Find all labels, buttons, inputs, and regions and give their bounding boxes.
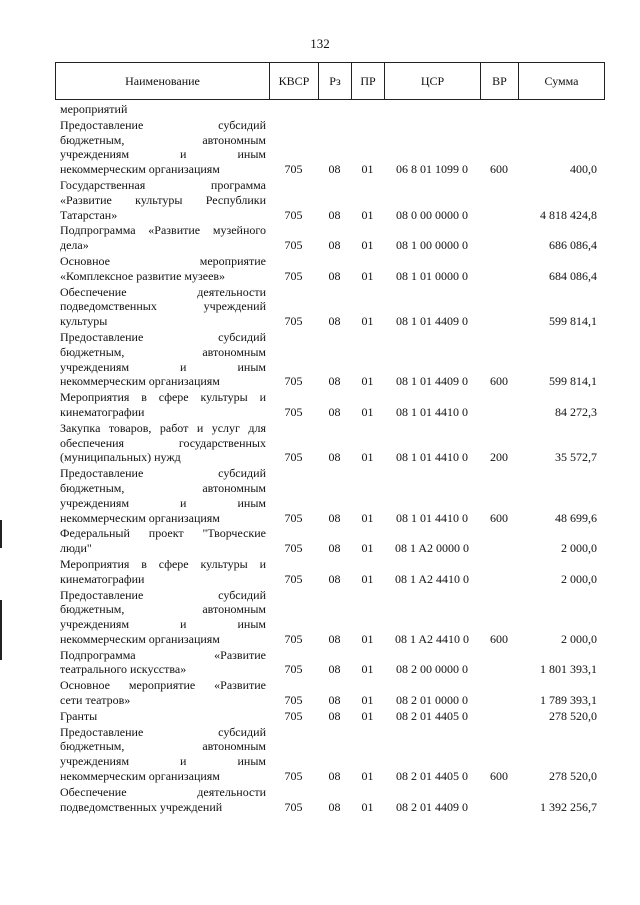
- row-name: [55, 285, 269, 329]
- row-name: [55, 223, 269, 253]
- row-name-line: Предоставление субсидий: [60, 587, 266, 602]
- table-row: [55, 466, 605, 525]
- row-name: [55, 118, 269, 177]
- row-rz: 08: [328, 693, 341, 708]
- row-name: [55, 330, 269, 389]
- row-sum: 686 086,4: [549, 238, 597, 253]
- budget-table-body: [55, 102, 605, 815]
- table-row: [55, 421, 605, 465]
- row-name: [55, 102, 269, 117]
- scan-edge-mark: [0, 600, 2, 660]
- row-name-line: люди": [60, 541, 92, 556]
- header-rz: Рз: [319, 63, 352, 99]
- table-row: [55, 330, 605, 389]
- row-vr: 600: [490, 374, 508, 389]
- row-csr: 08 1 01 0000 0: [396, 268, 468, 283]
- row-pr: 01: [361, 374, 374, 389]
- row-pr: 01: [361, 238, 374, 253]
- page-number: 132: [310, 36, 330, 51]
- row-name-line: Основное мероприятие: [60, 253, 266, 268]
- row-pr: 01: [361, 404, 374, 419]
- row-kvsr: 705: [284, 207, 303, 222]
- row-name-line: Основное мероприятие «Развитие: [60, 678, 266, 693]
- row-name-line: некоммерческим организациям: [60, 510, 220, 525]
- row-name-line: Предоставление субсидий: [60, 117, 266, 132]
- row-name: [55, 557, 269, 587]
- row-name: [55, 648, 269, 678]
- row-sum: 48 699,6: [555, 510, 597, 525]
- row-name-line: учреждениям и иным: [60, 147, 266, 162]
- row-sum: 599 814,1: [549, 374, 597, 389]
- row-name-line: учреждениям и иным: [60, 617, 266, 632]
- row-csr: 08 1 01 4409 0: [396, 374, 468, 389]
- row-sum: 2 000,0: [561, 571, 597, 586]
- row-name: [55, 588, 269, 647]
- row-name-line: учреждениям и иным: [60, 495, 266, 510]
- row-name-line: Обеспечение деятельности: [60, 784, 266, 799]
- row-name-line: мероприятий: [60, 102, 128, 116]
- row-kvsr: 705: [284, 799, 303, 814]
- row-name: [55, 785, 269, 815]
- table-row: [55, 118, 605, 177]
- row-name-line: подведомственных учреждений: [60, 799, 223, 814]
- header-kvsr: КВСР: [270, 63, 319, 99]
- row-csr: 08 0 00 0000 0: [396, 207, 468, 222]
- row-name: [55, 526, 269, 556]
- row-name-line: сети театров»: [60, 693, 131, 708]
- row-csr: 08 2 01 4405 0: [396, 708, 468, 723]
- row-csr: 08 1 01 4409 0: [396, 314, 468, 329]
- row-csr: 08 1 A2 0000 0: [394, 541, 469, 556]
- row-pr: 01: [361, 450, 374, 465]
- header-pr: ПР: [352, 63, 385, 99]
- row-kvsr: 705: [284, 769, 303, 784]
- row-name-line: Государственная программа: [60, 177, 266, 192]
- row-rz: 08: [328, 374, 341, 389]
- row-sum: 1 392 256,7: [540, 799, 597, 814]
- row-name: [55, 725, 269, 784]
- row-csr: 08 1 01 4410 0: [396, 510, 468, 525]
- row-sum: 278 520,0: [549, 708, 597, 723]
- row-kvsr: 705: [284, 662, 303, 677]
- row-kvsr: 705: [284, 238, 303, 253]
- table-row: [55, 102, 605, 117]
- row-kvsr: 705: [284, 450, 303, 465]
- row-rz: 08: [328, 510, 341, 525]
- row-rz: 08: [328, 314, 341, 329]
- table-row: [55, 285, 605, 329]
- row-pr: 01: [361, 510, 374, 525]
- row-csr: 06 8 01 1099 0: [396, 162, 468, 177]
- row-name-line: Мероприятия в сфере культуры и: [60, 390, 266, 405]
- row-rz: 08: [328, 541, 341, 556]
- row-rz: 08: [328, 799, 341, 814]
- row-pr: 01: [361, 541, 374, 556]
- table-row: [55, 526, 605, 556]
- row-name-line: кинематографии: [60, 404, 145, 419]
- row-name-line: Закупка товаров, работ и услуг для: [60, 420, 266, 435]
- row-name: [55, 254, 269, 284]
- table-row: [55, 709, 605, 724]
- row-name-line: учреждениям и иным: [60, 359, 266, 374]
- row-name: [55, 390, 269, 420]
- row-kvsr: 705: [284, 708, 303, 723]
- row-rz: 08: [328, 268, 341, 283]
- row-name-line: (муниципальных) нужд: [60, 450, 181, 465]
- row-sum: 684 086,4: [549, 268, 597, 283]
- header-vr: ВР: [481, 63, 519, 99]
- row-name: [55, 178, 269, 222]
- row-name-line: Подпрограмма «Развитие: [60, 647, 266, 662]
- table-row: [55, 557, 605, 587]
- row-name-line: Предоставление субсидий: [60, 329, 266, 344]
- row-csr: 08 2 01 4409 0: [396, 799, 468, 814]
- row-name-line: Федеральный проект "Творческие: [60, 526, 266, 541]
- row-csr: 08 2 01 4405 0: [396, 769, 468, 784]
- row-name-line: обеспечения государственных: [60, 435, 266, 450]
- table-row: [55, 254, 605, 284]
- row-csr: 08 2 01 0000 0: [396, 693, 468, 708]
- row-name-line: бюджетным, автономным: [60, 602, 266, 617]
- header-sum: Сумма: [544, 73, 579, 88]
- row-kvsr: 705: [284, 693, 303, 708]
- table-row: [55, 588, 605, 647]
- row-kvsr: 705: [284, 510, 303, 525]
- row-name-line: Гранты: [60, 708, 98, 723]
- row-kvsr: 705: [284, 404, 303, 419]
- row-rz: 08: [328, 571, 341, 586]
- row-name-line: Мероприятия в сфере культуры и: [60, 556, 266, 571]
- header-name: Наименование: [56, 63, 270, 99]
- row-pr: 01: [361, 631, 374, 646]
- row-name-line: Подпрограмма «Развитие музейного: [60, 223, 266, 238]
- row-name-line: бюджетным, автономным: [60, 344, 266, 359]
- row-rz: 08: [328, 662, 341, 677]
- row-pr: 01: [361, 708, 374, 723]
- row-name-line: «Развитие культуры Республики: [60, 192, 266, 207]
- row-name-line: некоммерческим организациям: [60, 769, 220, 784]
- row-name-line: подведомственных учреждений: [60, 299, 266, 314]
- row-rz: 08: [328, 404, 341, 419]
- row-name-line: театрального искусства»: [60, 662, 187, 677]
- row-sum: 278 520,0: [549, 769, 597, 784]
- row-vr: 600: [490, 162, 508, 177]
- row-rz: 08: [328, 207, 341, 222]
- row-csr: 08 1 00 0000 0: [396, 238, 468, 253]
- row-sum: 2 000,0: [561, 631, 597, 646]
- row-name-line: бюджетным, автономным: [60, 739, 266, 754]
- row-name-line: некоммерческим организациям: [60, 162, 220, 177]
- row-kvsr: 705: [284, 571, 303, 586]
- row-kvsr: 705: [284, 374, 303, 389]
- row-kvsr: 705: [284, 268, 303, 283]
- row-name-line: «Комплексное развитие музеев»: [60, 268, 226, 283]
- table-row: [55, 648, 605, 678]
- row-sum: 2 000,0: [561, 541, 597, 556]
- row-kvsr: 705: [284, 162, 303, 177]
- scan-edge-mark: [0, 520, 2, 548]
- table-row: [55, 785, 605, 815]
- row-name-line: дела»: [60, 238, 89, 253]
- row-name-line: Обеспечение деятельности: [60, 284, 266, 299]
- row-vr: 600: [490, 769, 508, 784]
- row-rz: 08: [328, 769, 341, 784]
- row-name-line: Предоставление субсидий: [60, 466, 266, 481]
- table-row: [55, 725, 605, 784]
- row-name-line: Татарстан»: [60, 207, 118, 222]
- row-name-line: кинематографии: [60, 571, 145, 586]
- row-pr: 01: [361, 162, 374, 177]
- row-sum: 1 789 393,1: [540, 693, 597, 708]
- row-pr: 01: [361, 662, 374, 677]
- row-name-line: культуры: [60, 314, 108, 329]
- row-pr: 01: [361, 799, 374, 814]
- row-csr: 08 1 A2 4410 0: [394, 571, 469, 586]
- table-row: [55, 178, 605, 222]
- row-rz: 08: [328, 631, 341, 646]
- row-name: [55, 466, 269, 525]
- row-name: [55, 421, 269, 465]
- row-name-line: бюджетным, автономным: [60, 480, 266, 495]
- row-name-line: бюджетным, автономным: [60, 132, 266, 147]
- row-rz: 08: [328, 238, 341, 253]
- header-csr: ЦСР: [385, 63, 481, 99]
- row-vr: 600: [490, 510, 508, 525]
- row-name: [55, 709, 269, 724]
- row-csr: 08 2 00 0000 0: [396, 662, 468, 677]
- row-kvsr: 705: [284, 314, 303, 329]
- row-rz: 08: [328, 162, 341, 177]
- row-rz: 08: [328, 708, 341, 723]
- row-vr: 600: [490, 631, 508, 646]
- row-pr: 01: [361, 571, 374, 586]
- row-rz: 08: [328, 450, 341, 465]
- row-sum: 1 801 393,1: [540, 662, 597, 677]
- row-pr: 01: [361, 693, 374, 708]
- table-header: [55, 62, 605, 100]
- row-kvsr: 705: [284, 541, 303, 556]
- row-sum: 400,0: [570, 162, 597, 177]
- row-pr: 01: [361, 769, 374, 784]
- row-csr: 08 1 01 4410 0: [396, 404, 468, 419]
- row-pr: 01: [361, 314, 374, 329]
- table-row: [55, 223, 605, 253]
- table-row: [55, 390, 605, 420]
- row-name-line: учреждениям и иным: [60, 754, 266, 769]
- row-csr: 08 1 01 4410 0: [396, 450, 468, 465]
- row-sum: 4 818 424,8: [540, 207, 597, 222]
- row-vr: 200: [490, 450, 508, 465]
- row-name-line: некоммерческим организациям: [60, 374, 220, 389]
- row-kvsr: 705: [284, 631, 303, 646]
- row-name-line: некоммерческим организациям: [60, 631, 220, 646]
- row-sum: 599 814,1: [549, 314, 597, 329]
- row-sum: 84 272,3: [555, 404, 597, 419]
- row-pr: 01: [361, 207, 374, 222]
- row-name-line: Предоставление субсидий: [60, 724, 266, 739]
- table-row: [55, 678, 605, 708]
- row-sum: 35 572,7: [555, 450, 597, 465]
- row-csr: 08 1 A2 4410 0: [394, 631, 469, 646]
- row-pr: 01: [361, 268, 374, 283]
- row-name: [55, 678, 269, 708]
